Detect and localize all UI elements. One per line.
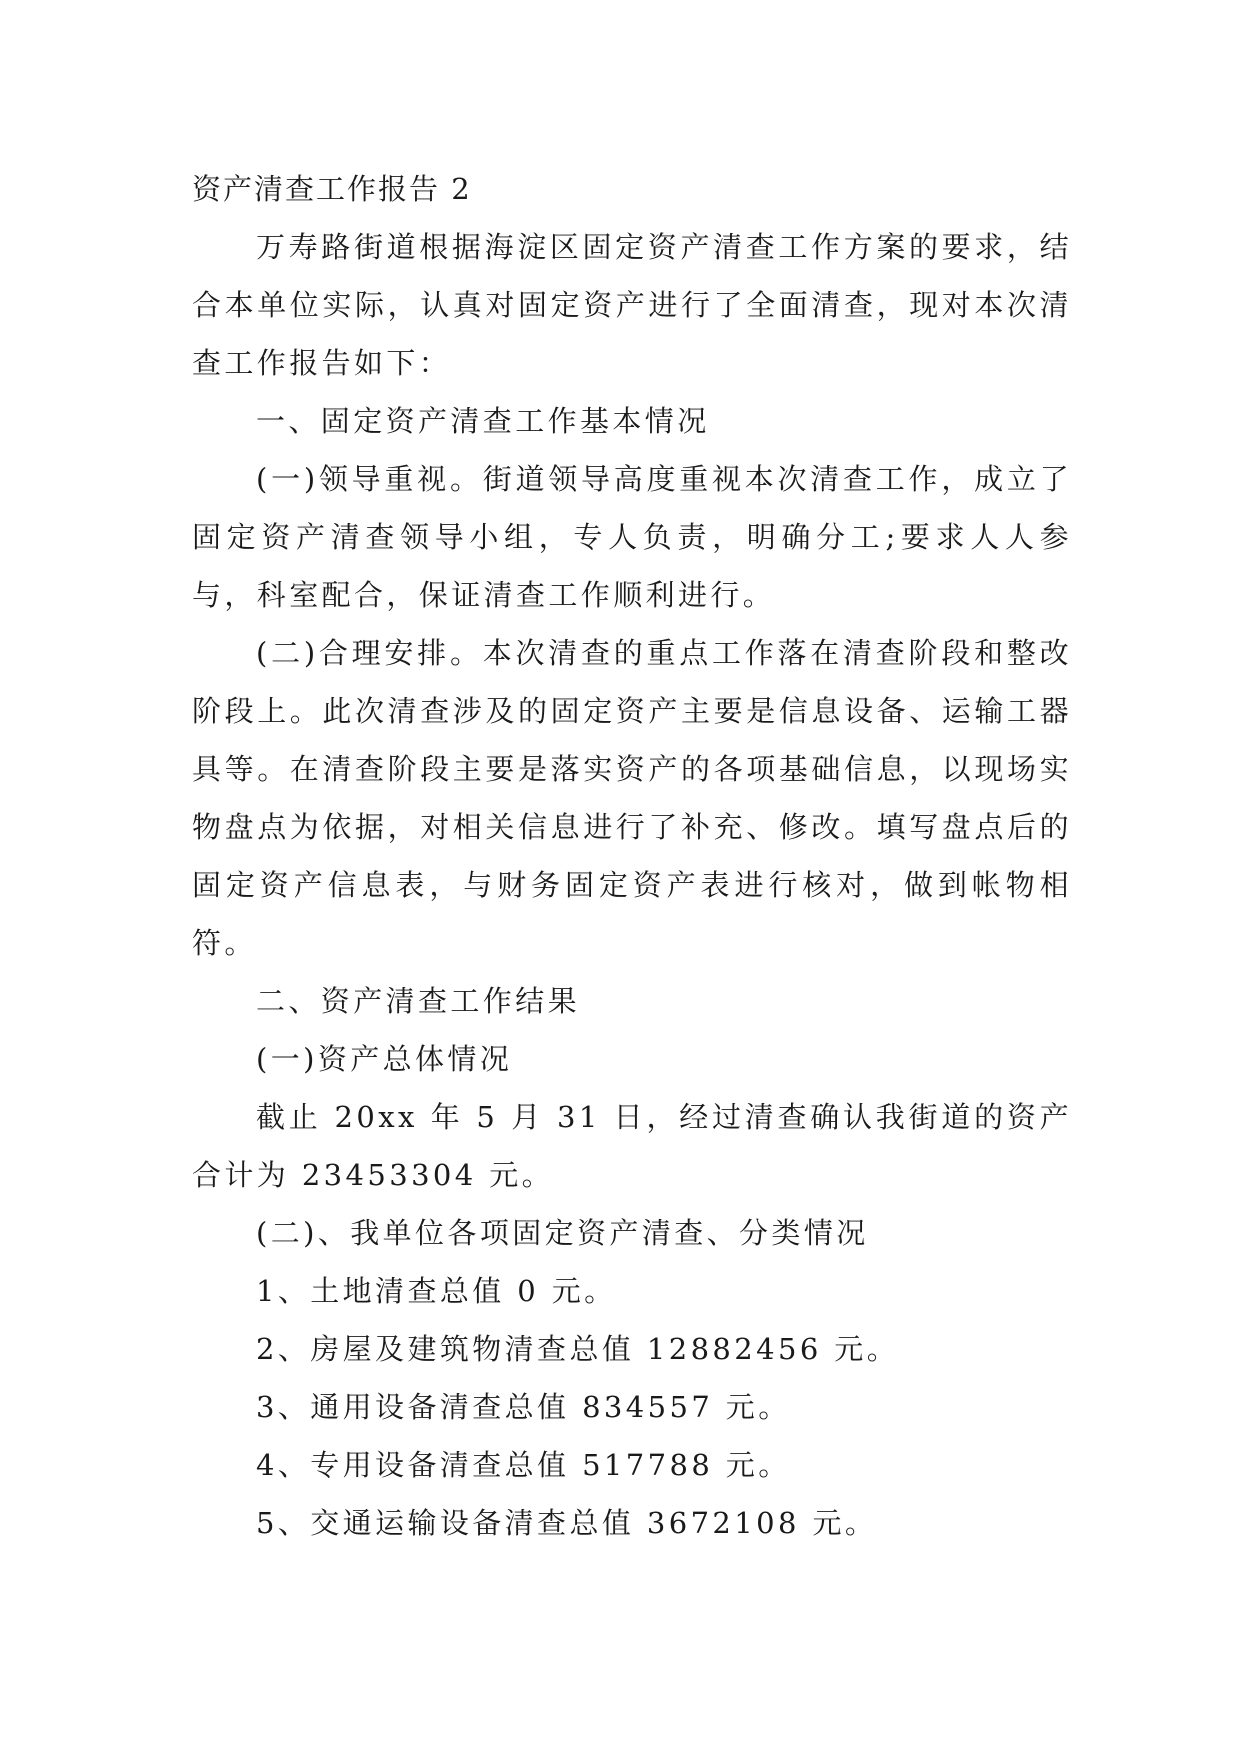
document-body (192, 160, 1072, 1552)
paragraph-intro: 万寿路街道根据海淀区固定资产清查工作方案的要求，结合本单位实际，认真对固定资产进行了全面清查，现对本次清查工作报告如下： (192, 230, 1072, 380)
subsection-heading-overall: (一)资产总体情况 (256, 1042, 513, 1076)
document-title: 资产清查工作报告 2 (192, 172, 472, 206)
list-item-general-equipment: 3、通用设备清查总值 834557 元。 (256, 1390, 791, 1424)
list-item-transport-equipment: 5、交通运输设备清查总值 3672108 元。 (256, 1506, 878, 1540)
list-item-special-equipment: 4、专用设备清查总值 517788 元。 (256, 1448, 791, 1482)
section-heading-2: 二、资产清查工作结果 (256, 984, 581, 1018)
list-item-buildings: 2、房屋及建筑物清查总值 12882456 元。 (256, 1332, 900, 1366)
subsection-heading-classification: (二)、我单位各项固定资产清查、分类情况 (256, 1216, 869, 1250)
paragraph-total-assets: 截止 20xx 年 5 月 31 日，经过清查确认我街道的资产合计为 23453304 元。 (192, 1100, 1072, 1192)
list-item-land: 1、土地清查总值 0 元。 (256, 1274, 617, 1308)
section-heading-1: 一、固定资产清查工作基本情况 (256, 404, 710, 438)
paragraph-leadership: (一)领导重视。街道领导高度重视本次清查工作，成立了固定资产清查领导小组，专人负责，明确分工;要求人人参与，科室配合，保证清查工作顺利进行。 (192, 462, 1072, 612)
paragraph-arrangement: (二)合理安排。本次清查的重点工作落在清查阶段和整改阶段上。此次清查涉及的固定资产主要是信息设备、运输工器具等。在清查阶段主要是落实资产的各项基础信息，以现场实物盘点为依据，对相关信息进行了补充、修改。填写盘点后的固定资产信息表，与财务固定资产表进行核对，做到帐物相符。 (192, 636, 1072, 960)
